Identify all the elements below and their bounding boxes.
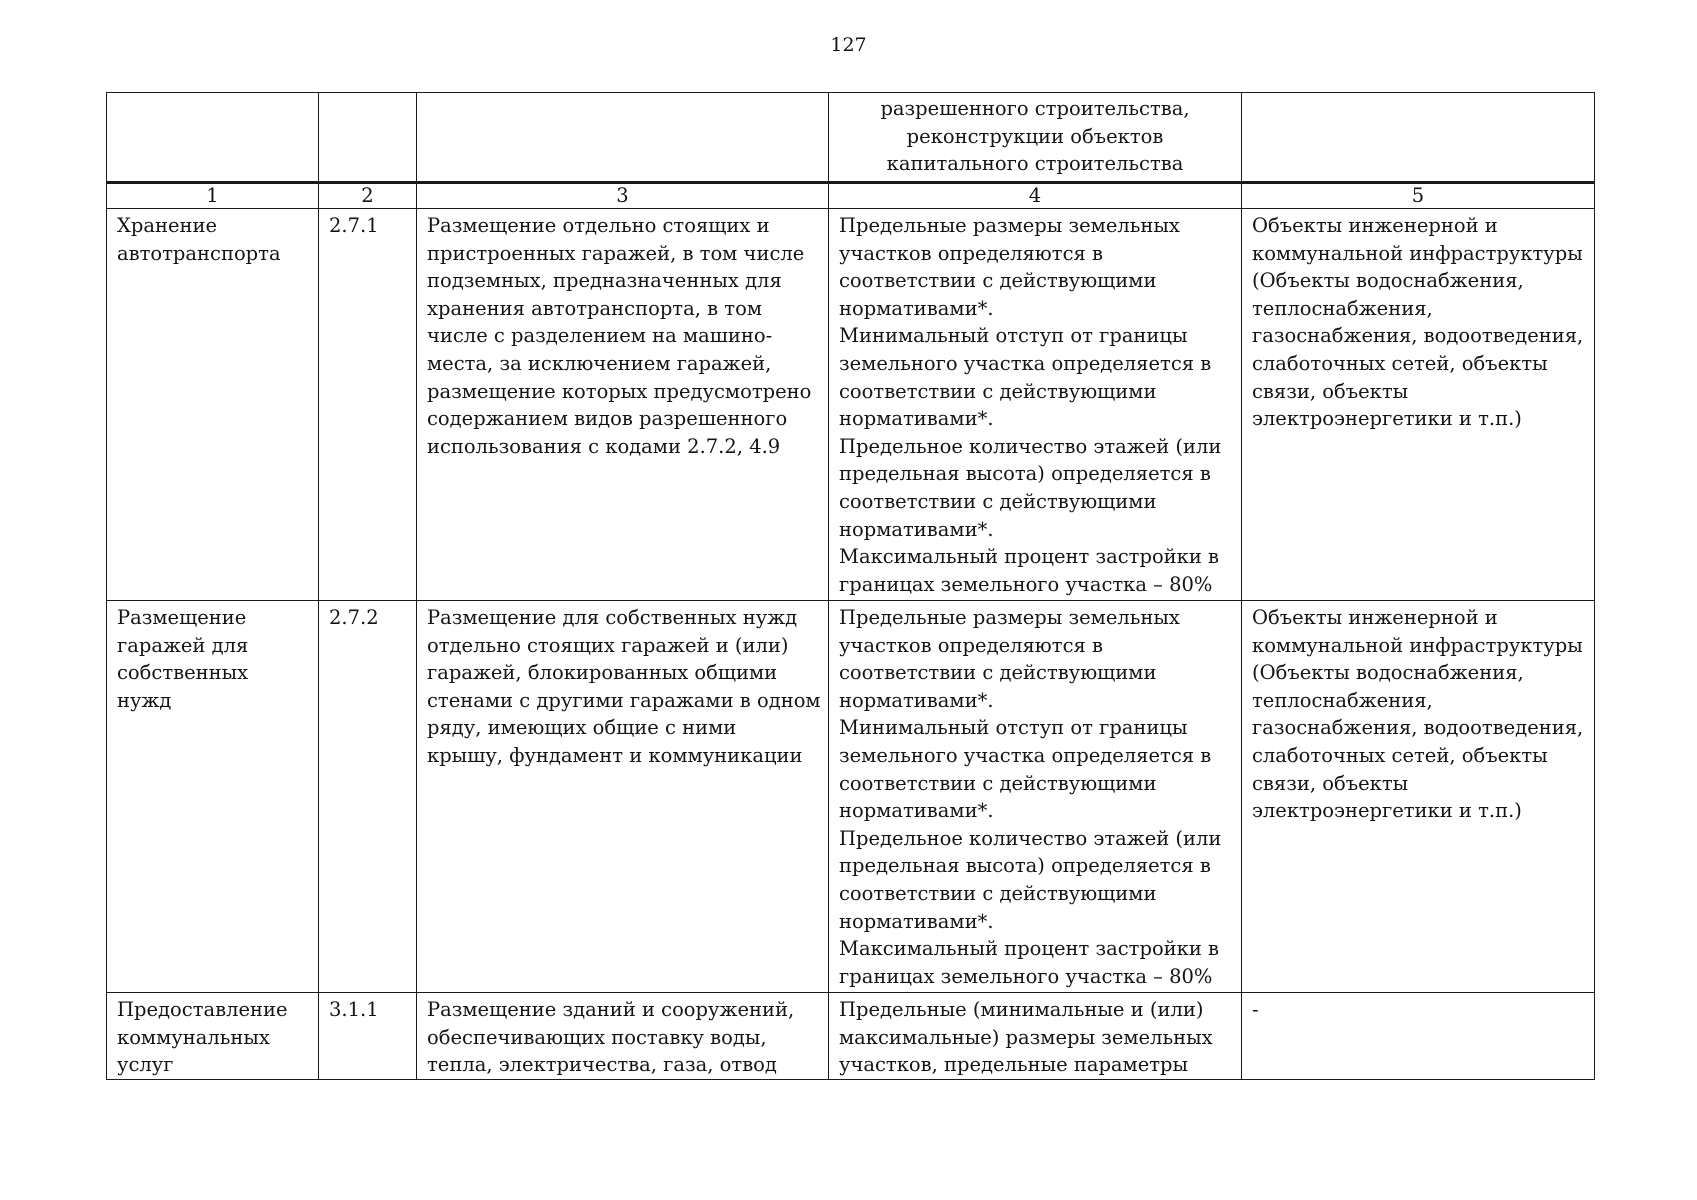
text-line: Объекты инженерной и: [1252, 214, 1498, 237]
text-line: теплоснабжения,: [1252, 296, 1433, 320]
text-line: слаботочных сетей, объекты: [1252, 743, 1548, 767]
text-line: Максимальный процент застройки в: [839, 937, 1220, 961]
text-line: электроэнергетики и т.п.): [1252, 407, 1522, 431]
code-cell: 2.7.1: [319, 209, 417, 601]
text-line: места, за исключением гаражей,: [427, 351, 772, 375]
text-line: соответствии с действующими: [839, 379, 1157, 403]
text-line: Объекты инженерной и: [1252, 606, 1498, 629]
text-line: хранения автотранспорта, в том: [427, 296, 762, 320]
cont-cell-2: [319, 93, 417, 183]
text-line: нормативами*.: [839, 407, 994, 431]
text-line: газоснабжения, водоотведения,: [1252, 324, 1584, 348]
text-line: земельного участка определяется в: [839, 743, 1212, 767]
text-line: Размещение зданий и сооружений,: [427, 998, 795, 1021]
text-line: нормативами*.: [839, 688, 994, 712]
text-line: нормативами*.: [839, 296, 994, 320]
text-line: (Объекты водоснабжения,: [1252, 269, 1524, 293]
text-line: коммунальной инфраструктуры: [1252, 633, 1583, 657]
text-line: нужд: [117, 688, 172, 712]
cont-cell-4: [829, 93, 1242, 183]
text-line: услуг: [117, 1053, 174, 1077]
text-line: Предельное количество этажей (или: [839, 434, 1222, 458]
text-line: содержанием видов разрешенного: [427, 407, 788, 431]
text-line: нормативами*.: [839, 799, 994, 823]
text-line: нормативами*.: [839, 909, 994, 933]
text-line: тепла, электричества, газа, отвод: [427, 1053, 777, 1077]
text-line: Размещение для собственных нужд: [427, 606, 798, 629]
column-number: 1: [107, 183, 319, 209]
parameters-cell: [829, 993, 1242, 1080]
description-cell: [417, 993, 829, 1080]
parameters-cell: [829, 601, 1242, 993]
text-line: максимальные) размеры земельных: [839, 1025, 1213, 1049]
text-line: стенами с другими гаражами в одном: [427, 688, 821, 712]
text-line: нормативами*.: [839, 517, 994, 541]
table-row: [107, 209, 1595, 601]
auxiliary-use-cell: [1242, 601, 1595, 993]
text-line: электроэнергетики и т.п.): [1252, 799, 1522, 823]
text-line: Размещение отдельно стоящих и: [427, 214, 770, 237]
text-line: теплоснабжения,: [1252, 688, 1433, 712]
text-line: коммунальных: [117, 1025, 270, 1049]
text-line: земельного участка определяется в: [839, 351, 1212, 375]
column-number: 2: [319, 183, 417, 209]
page-number: 127: [830, 34, 867, 56]
text-line: крышу, фундамент и коммуникации: [427, 743, 803, 767]
use-name-cell: [107, 993, 319, 1080]
column-number: 3: [417, 183, 829, 209]
text-line: собственных: [117, 661, 249, 685]
auxiliary-use-cell: [1242, 209, 1595, 601]
text-line: Предельные размеры земельных: [839, 214, 1180, 237]
text-line: ряду, имеющих общие с ними: [427, 716, 737, 740]
text-line: соответствии с действующими: [839, 269, 1157, 293]
text-line: Предоставление: [117, 998, 288, 1021]
code-cell: 3.1.1: [319, 993, 417, 1080]
text-line: автотранспорта: [117, 241, 281, 265]
cont-text-line: реконструкции объектов: [906, 124, 1164, 148]
text-line: участков определяются в: [839, 241, 1103, 265]
table-row: [107, 601, 1595, 993]
text-line: размещение которых предусмотрено: [427, 379, 812, 403]
text-line: обеспечивающих поставку воды,: [427, 1025, 767, 1049]
text-line: -: [1252, 998, 1259, 1021]
table-row: [107, 993, 1595, 1080]
cont-cell-5: [1242, 93, 1595, 183]
cont-text-line: капитального строительства: [886, 152, 1184, 176]
text-line: Предельные (минимальные и (или): [839, 998, 1204, 1021]
text-line: участков, предельные параметры: [839, 1053, 1189, 1077]
text-line: использования с кодами 2.7.2, 4.9: [427, 434, 781, 458]
cont-cell-3: [417, 93, 829, 183]
cont-text-line: разрешенного строительства,: [880, 97, 1190, 120]
text-line: газоснабжения, водоотведения,: [1252, 716, 1584, 740]
text-line: участков определяются в: [839, 633, 1103, 657]
text-line: подземных, предназначенных для: [427, 269, 782, 293]
text-line: отдельно стоящих гаражей и (или): [427, 633, 789, 657]
text-line: соответствии с действующими: [839, 881, 1157, 905]
text-line: соответствии с действующими: [839, 489, 1157, 513]
text-line: Предельное количество этажей (или: [839, 826, 1222, 850]
text-line: предельная высота) определяется в: [839, 462, 1211, 486]
text-line: связи, объекты: [1252, 379, 1409, 403]
description-cell: [417, 601, 829, 993]
text-line: Минимальный отступ от границы: [839, 716, 1188, 740]
text-line: связи, объекты: [1252, 771, 1409, 795]
code-cell: 2.7.2: [319, 601, 417, 993]
parameters-cell: [829, 209, 1242, 601]
text-line: гаражей для: [117, 633, 249, 657]
column-number: 5: [1242, 183, 1595, 209]
text-line: коммунальной инфраструктуры: [1252, 241, 1583, 265]
use-name-cell: [107, 209, 319, 601]
text-line: границах земельного участка – 80%: [839, 572, 1213, 596]
auxiliary-use-cell: [1242, 993, 1595, 1080]
text-line: пристроенных гаражей, в том числе: [427, 241, 805, 265]
use-name-cell: [107, 601, 319, 993]
text-line: границах земельного участка – 80%: [839, 964, 1213, 988]
column-number: 4: [829, 183, 1242, 209]
text-line: Минимальный отступ от границы: [839, 324, 1188, 348]
description-cell: [417, 209, 829, 601]
text-line: соответствии с действующими: [839, 771, 1157, 795]
text-line: гаражей, блокированных общими: [427, 661, 778, 685]
continuation-row: [107, 93, 1595, 183]
text-line: числе с разделением на машино-: [427, 324, 773, 348]
cont-cell-1: [107, 93, 319, 183]
text-line: предельная высота) определяется в: [839, 854, 1211, 878]
text-line: Предельные размеры земельных: [839, 606, 1180, 629]
text-line: соответствии с действующими: [839, 661, 1157, 685]
text-line: слаботочных сетей, объекты: [1252, 351, 1548, 375]
zoning-table: [106, 92, 1595, 1080]
column-number-row: [107, 183, 1595, 209]
text-line: Хранение: [117, 214, 218, 237]
text-line: (Объекты водоснабжения,: [1252, 661, 1524, 685]
text-line: Максимальный процент застройки в: [839, 545, 1220, 569]
text-line: Размещение: [117, 606, 247, 629]
